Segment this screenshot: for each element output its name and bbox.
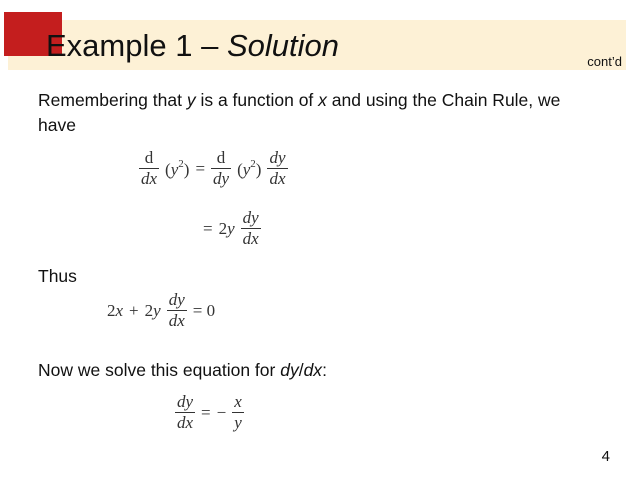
intro-text-1: Remembering that — [38, 90, 187, 110]
solve-dy: dy — [280, 360, 299, 380]
intro-paragraph — [38, 88, 598, 138]
contd-label: cont’d — [587, 54, 622, 69]
intro-text-2: is a function of — [195, 90, 319, 110]
intro-var-x: x — [318, 90, 327, 110]
solve-paragraph — [38, 358, 327, 383]
equation-solution: $\frac{dy}{dx}$ = − $\frac{x}{y}$ — [177, 392, 242, 432]
slide-title — [46, 26, 339, 66]
page-number: 4 — [601, 448, 610, 465]
title-main: Example 1 – — [46, 28, 227, 63]
intro-text-3: and using the Chain Rule, we have — [38, 90, 561, 135]
intro-var-y: y — [186, 90, 196, 110]
solve-dx: dx — [303, 360, 323, 380]
equation-differentiated: 2x + 2y $\frac{dy}{dx}$ = 0 — [107, 290, 216, 330]
equation-result: = 2y $\frac{dy}{dx}$ — [203, 208, 259, 248]
solve-text: Now we solve this equation for — [38, 360, 281, 380]
solve-colon: : — [322, 360, 327, 380]
equation-chain-rule: $\frac{d}{dx}$ $(y^2)$ = $\frac{d}{dy}$ $(y^2)$ $\frac{dy}{dx}$ — [141, 148, 286, 188]
thus-label: Thus — [38, 266, 77, 286]
title-italic: Solution — [226, 28, 339, 63]
solve-slash: / — [298, 360, 304, 380]
